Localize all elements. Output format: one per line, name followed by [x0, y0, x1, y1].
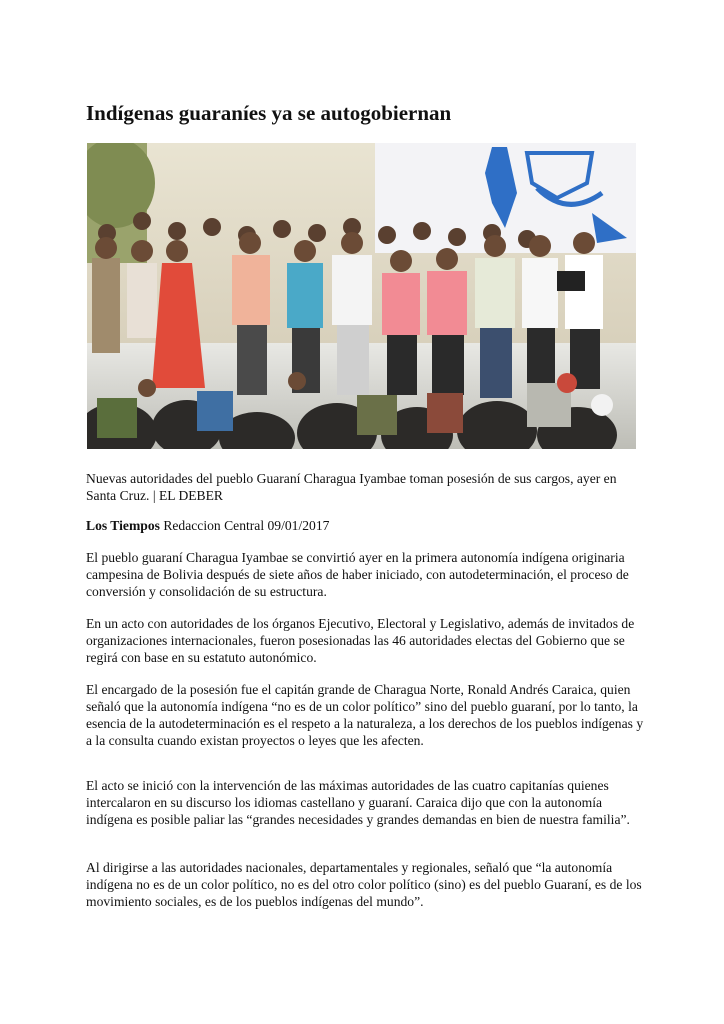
- article-photo: [87, 143, 636, 449]
- article-title: Indígenas guaraníes ya se autogobiernan: [86, 101, 452, 125]
- paragraph: En un acto con autoridades de los órganos Ejecutivo, Electoral y Legislativo, además de invitados de organizaciones internacionales, fueron posesionadas las 46 autoridades electas del Gobierno que se regirá con base en su estatuto autonómico.: [86, 616, 635, 665]
- byline-details: Redaccion Central 09/01/2017: [159, 518, 330, 533]
- paragraph: El pueblo guaraní Charagua Iyambae se convirtió ayer en la primera autonomía indígena originaria campesina de Bolivia después de siete años de haber iniciado, con autodeterminación, el proceso de conversión y consolidación de su estructura.: [86, 550, 629, 599]
- byline-source: Los Tiempos: [86, 518, 160, 533]
- photo-caption: Nuevas autoridades del pueblo Guaraní Charagua Iyambae toman posesión de sus cargos, ayer en Santa Cruz. | EL DEBER: [86, 471, 617, 503]
- paragraph: Al dirigirse a las autoridades nacionales, departamentales y regionales, señaló que “la autonomía indígena no es de un color político, no es del otro color político (sino) es del pueblo Guaraní, es de los movimiento sociales, es de los pueblos indígenas del mundo”.: [86, 860, 642, 909]
- paragraph: El encargado de la posesión fue el capitán grande de Charagua Norte, Ronald Andrés Caraica, quien señaló que la autonomía indígena “no es de un color político” sino del pueblo guaraní, por lo tanto, la esencia de la autodeterminación es el respeto a la naturaleza, a los derechos de los pueblos indígenas y a la consulta cuando existan proyectos o leyes que les afecten.: [86, 682, 644, 748]
- byline: [86, 517, 646, 534]
- ceremony-photo-illustration: [87, 143, 636, 449]
- paragraph: El acto se inició con la intervención de las máximas autoridades de las cuatro capitanías quienes intercalaron en su discurso los idiomas castellano y guaraní. Caraica dijo que con la autonomía indígena es posible paliar las “grandes necesidades y grandes demandas en bien de nuestra familia”.: [86, 778, 630, 827]
